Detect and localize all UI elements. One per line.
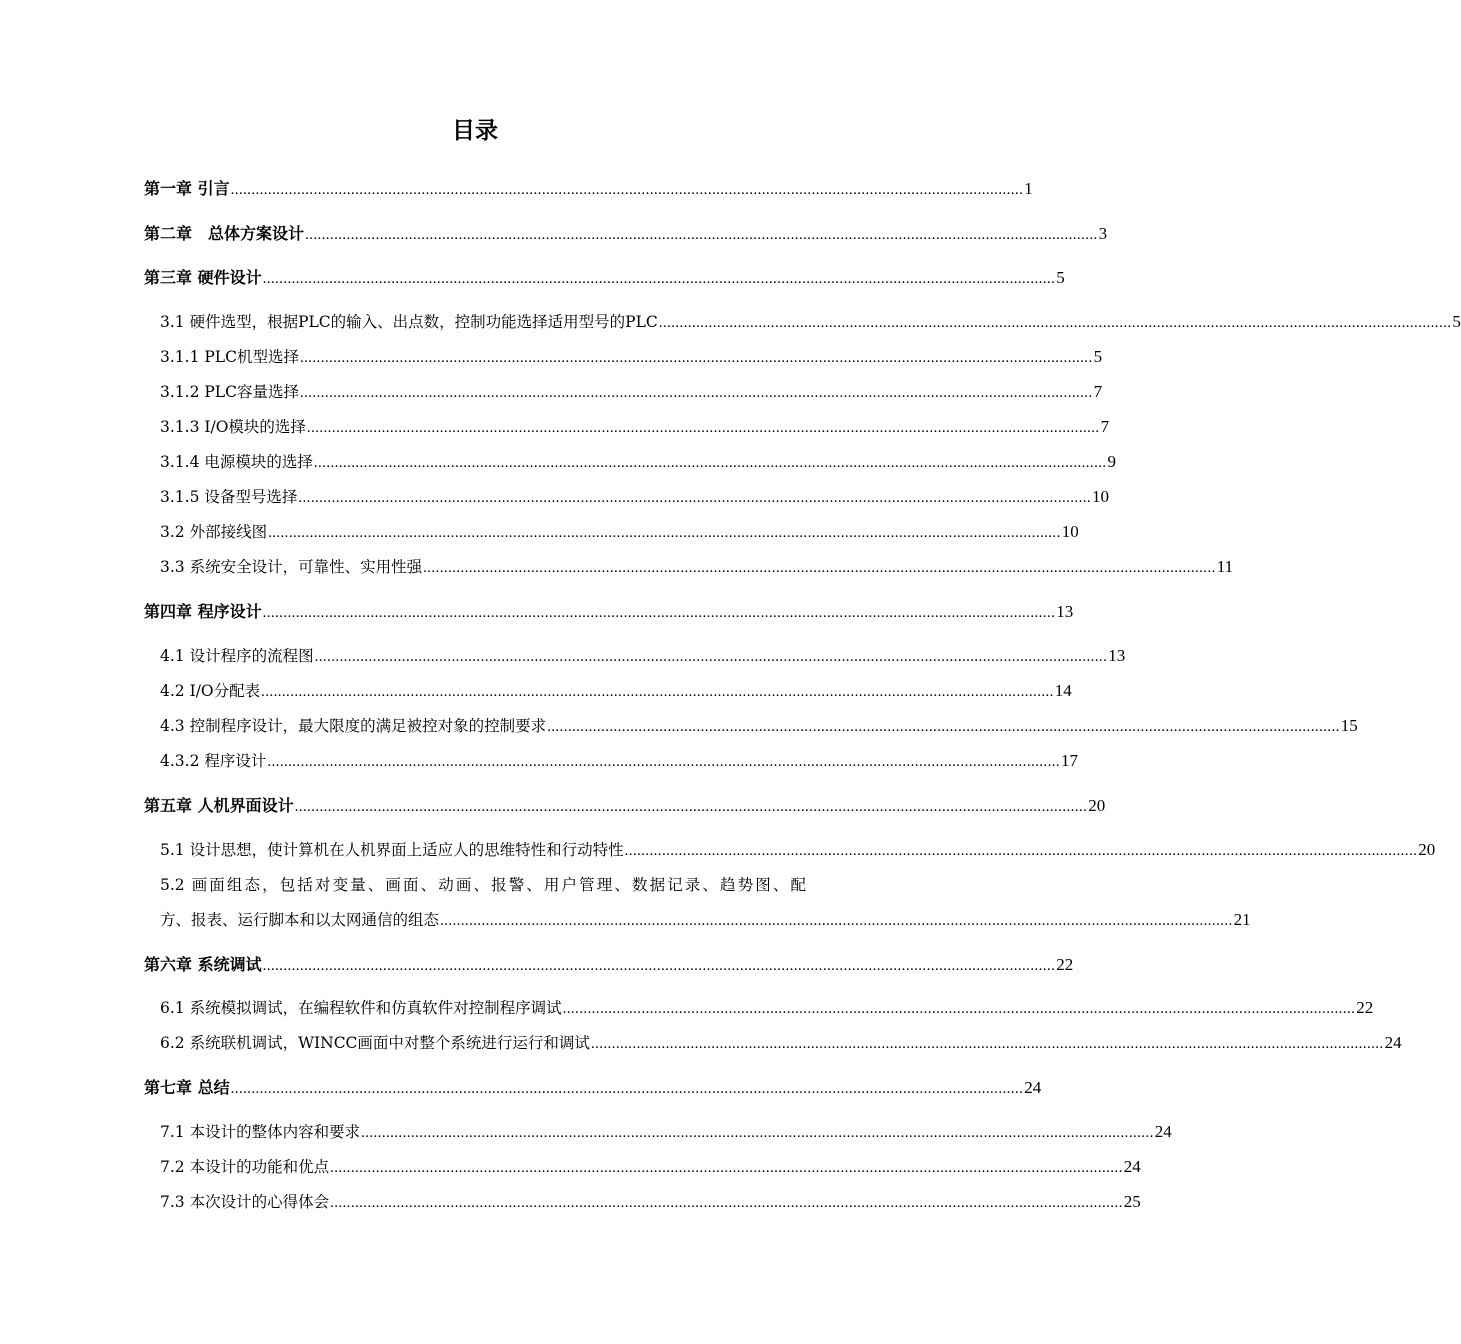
toc-entry-page: 10 xyxy=(1061,522,1079,541)
toc-entry-text: 7.3 本次设计的心得体会 xyxy=(160,1193,330,1211)
toc-entry-chapter-6[interactable] xyxy=(144,952,1074,978)
toc-entry-text: 第三章 硬件设计 xyxy=(144,268,262,287)
toc-entry-page: 14 xyxy=(1054,681,1072,700)
dot-leader: ............................................................................................................................................................................................... xyxy=(361,1125,1154,1141)
toc-entry-3-1-4[interactable] xyxy=(160,450,1117,476)
dot-leader: ............................................................................................................................................................................................... xyxy=(314,649,1108,665)
toc-entry-text: 第一章 引言 xyxy=(144,179,230,198)
toc-entry-text: 4.3 控制程序设计，最大限度的满足被控对象的控制要求 xyxy=(160,717,547,735)
dot-leader: ............................................................................................................................................................................................... xyxy=(298,490,1092,506)
dot-leader: ............................................................................................................................................................................................... xyxy=(262,958,1056,974)
toc-entry-text: 第七章 总结 xyxy=(144,1078,230,1097)
toc-entry-text: 3.1.5 设备型号选择 xyxy=(160,488,298,506)
dot-leader: ............................................................................................................................................................................................... xyxy=(562,1001,1356,1017)
dot-leader: ............................................................................................................................................................................................... xyxy=(299,385,1093,401)
dot-leader: ............................................................................................................................................................................................... xyxy=(658,315,1452,331)
toc-entry-text: 第六章 系统调试 xyxy=(144,955,262,974)
toc-entry-chapter-1[interactable] xyxy=(144,176,1033,202)
toc-entry-page: 7 xyxy=(1093,382,1103,401)
toc-entry-text-line2: 方、报表、运行脚本和以太网通信的组态 xyxy=(160,911,440,929)
toc-entry-text: 3.3 系统安全设计，可靠性、实用性强 xyxy=(160,558,423,576)
toc-entry-page: 5 xyxy=(1093,347,1103,366)
toc-entry-chapter-2[interactable] xyxy=(144,221,1108,247)
dot-leader: ............................................................................................................................................................................................... xyxy=(330,1195,1123,1211)
dot-leader: ............................................................................................................................................................................................... xyxy=(624,843,1418,859)
toc-entry-page: 5 xyxy=(1452,312,1461,331)
toc-entry-text: 5.1 设计思想，使计算机在人机界面上适应人的思维特性和行动特性 xyxy=(160,841,624,859)
toc-entry-page: 15 xyxy=(1340,716,1358,735)
toc-entry-page: 22 xyxy=(1356,998,1374,1017)
dot-leader: ............................................................................................................................................................................................... xyxy=(268,525,1061,541)
toc-entry-7-3[interactable] xyxy=(160,1190,1141,1216)
toc-entry-text: 3.1.3 I/O模块的选择 xyxy=(160,418,306,436)
toc-entry-page: 13 xyxy=(1056,602,1074,621)
toc-entry-4-2[interactable] xyxy=(160,679,1072,705)
toc-entry-5-2[interactable] xyxy=(160,873,1251,934)
dot-leader: ............................................................................................................................................................................................... xyxy=(299,350,1093,366)
toc-entry-4-3-2[interactable] xyxy=(160,749,1079,775)
toc-entry-text: 3.1 硬件选型，根据PLC的输入、出点数，控制功能选择适用型号的PLC xyxy=(160,313,658,331)
toc-entry-chapter-3[interactable] xyxy=(144,265,1065,291)
toc-entry-page: 13 xyxy=(1108,646,1126,665)
dot-leader: ............................................................................................................................................................................................... xyxy=(230,1081,1024,1097)
toc-entry-page: 20 xyxy=(1418,840,1436,859)
toc-entry-3-1-3[interactable] xyxy=(160,415,1110,441)
toc-entry-page: 3 xyxy=(1098,224,1108,243)
toc-entry-6-1[interactable] xyxy=(160,996,1374,1022)
toc-entry-5-1[interactable] xyxy=(160,838,1436,864)
dot-leader: ............................................................................................................................................................................................... xyxy=(306,420,1100,436)
dot-leader: ............................................................................................................................................................................................... xyxy=(267,754,1061,770)
dot-leader: ............................................................................................................................................................................................... xyxy=(330,1160,1123,1176)
toc-entry-page: 17 xyxy=(1061,751,1079,770)
dot-leader: ............................................................................................................................................................................................... xyxy=(261,684,1054,700)
dot-leader: ............................................................................................................................................................................................... xyxy=(313,455,1107,471)
toc-entry-text: 7.2 本设计的功能和优点 xyxy=(160,1158,330,1176)
toc-entry-page: 24 xyxy=(1123,1157,1141,1176)
toc-entry-text: 3.1.1 PLC机型选择 xyxy=(160,348,299,366)
toc-entry-page: 24 xyxy=(1384,1033,1402,1052)
toc-entry-text: 6.2 系统联机调试，WINCC画面中对整个系统进行运行和调试 xyxy=(160,1034,590,1052)
toc-entry-page: 11 xyxy=(1216,557,1234,576)
toc-entry-text: 3.1.4 电源模块的选择 xyxy=(160,453,313,471)
toc-entry-text: 6.1 系统模拟调试，在编程软件和仿真软件对控制程序调试 xyxy=(160,999,562,1017)
toc-entry-chapter-7[interactable] xyxy=(144,1075,1042,1101)
toc-entry-text-line1: 5.2 画面组态，包括对变量、画面、动画、报警、用户管理、数据记录、趋势图、配 xyxy=(160,876,806,894)
dot-leader: ............................................................................................................................................................................................... xyxy=(262,605,1056,621)
toc-entry-text: 7.1 本设计的整体内容和要求 xyxy=(160,1123,361,1141)
dot-leader: ............................................................................................................................................................................................... xyxy=(423,560,1216,576)
toc-entry-text: 4.1 设计程序的流程图 xyxy=(160,647,314,665)
toc-entry-page: 20 xyxy=(1088,796,1106,815)
toc-entry-text: 第四章 程序设计 xyxy=(144,602,262,621)
toc-entry-3-3[interactable] xyxy=(160,555,1234,581)
toc-entry-text: 3.2 外部接线图 xyxy=(160,523,268,541)
dot-leader: ............................................................................................................................................................................................... xyxy=(262,271,1056,287)
toc-entry-text: 第二章 总体方案设计 xyxy=(144,224,305,243)
toc-entry-3-1-5[interactable] xyxy=(160,485,1110,511)
dot-leader: ............................................................................................................................................................................................... xyxy=(547,719,1340,735)
toc-entry-6-2[interactable] xyxy=(160,1031,1402,1057)
page-title: 目录 xyxy=(452,118,498,144)
toc-entry-chapter-4[interactable] xyxy=(144,599,1074,625)
dot-leader: ............................................................................................................................................................................................... xyxy=(590,1036,1384,1052)
dot-leader: ............................................................................................................................................................................................... xyxy=(440,913,1233,929)
toc-entry-page: 9 xyxy=(1107,452,1117,471)
toc-entry-page: 25 xyxy=(1123,1192,1141,1211)
toc-entry-7-1[interactable] xyxy=(160,1120,1172,1146)
toc-entry-page: 7 xyxy=(1100,417,1110,436)
dot-leader: ............................................................................................................................................................................................... xyxy=(305,227,1098,243)
dot-leader: ............................................................................................................................................................................................... xyxy=(230,182,1024,198)
toc-entry-7-2[interactable] xyxy=(160,1155,1141,1181)
toc-entry-page: 24 xyxy=(1024,1078,1042,1097)
toc-entry-3-1-1[interactable] xyxy=(160,345,1103,371)
toc-entry-text: 第五章 人机界面设计 xyxy=(144,796,294,815)
toc-entry-page: 22 xyxy=(1056,955,1074,974)
toc-entry-page: 5 xyxy=(1056,268,1065,287)
toc-entry-text: 4.2 I/O分配表 xyxy=(160,682,261,700)
toc-entry-4-3[interactable] xyxy=(160,714,1358,740)
toc-entry-3-1-2[interactable] xyxy=(160,380,1103,406)
toc-entry-chapter-5[interactable] xyxy=(144,793,1106,819)
toc-entry-3-1[interactable] xyxy=(160,310,1461,336)
toc-entry-page: 24 xyxy=(1154,1122,1172,1141)
toc-entry-text: 4.3.2 程序设计 xyxy=(160,752,267,770)
toc-entry-page: 10 xyxy=(1092,487,1110,506)
toc-entry-text: 3.1.2 PLC容量选择 xyxy=(160,383,299,401)
toc-entry-page: 1 xyxy=(1024,179,1033,198)
toc-entry-3-2[interactable] xyxy=(160,520,1079,546)
toc-entry-page: 21 xyxy=(1233,910,1251,929)
dot-leader: ............................................................................................................................................................................................... xyxy=(294,799,1088,815)
toc-entry-4-1[interactable] xyxy=(160,644,1126,670)
